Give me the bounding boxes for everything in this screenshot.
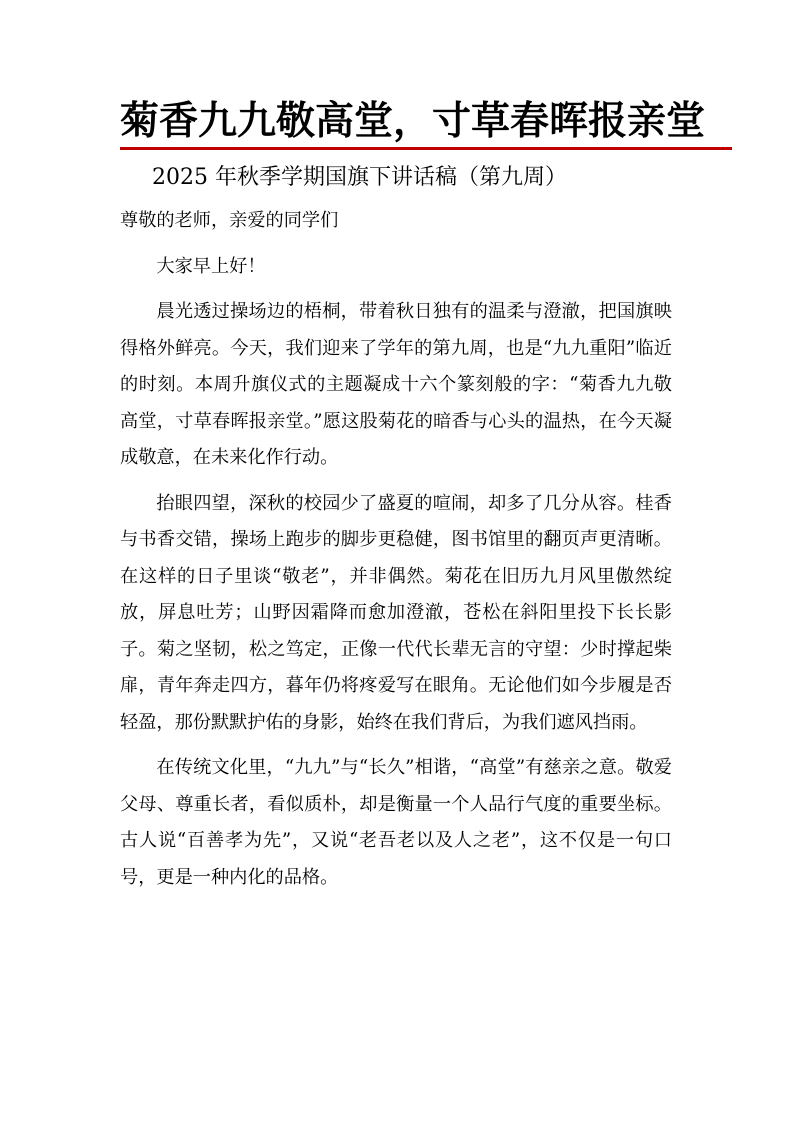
paragraph-2: 抬眼四望，深秋的校园少了盛夏的喧闹，却多了几分从容。桂香与书香交错，操场上跑步的脚步更稳健，图书馆里的翻页声更清晰。在这样的日子里谈“敬老”，并非偶然。菊花在旧历九月风里傲然绽放，屏息吐芳；山野因霜降而愈加澄澈，苍松在斜阳里投下长长影子。菊之坚韧，松之笃定，正像一代代长辈无言的守望：少时撑起柴扉，青年奔走四方，暮年仍将疼爱写在眼角。无论他们如今步履是否轻盈，那份默默护佑的身影，始终在我们背后，为我们遮风挡雨。 [120, 492, 672, 733]
salutation: 尊敬的老师，亲爱的同学们 [120, 210, 339, 231]
paragraph-greeting: 大家早上好！ [156, 255, 266, 277]
speech-body [120, 203, 672, 896]
title-underline-rule [120, 147, 732, 150]
document-subtitle: 2025 年秋季学期国旗下讲话稿（第九周） [152, 165, 567, 190]
document-title: 菊香九九敬高堂，寸草春晖报亲堂 [120, 99, 706, 144]
paragraph-3: 在传统文化里，“九九”与“长久”相谐，“高堂”有慈亲之意。敬爱父母、尊重长者，看似质朴，却是衡量一个人品行气度的重要坐标。古人说“百善孝为先”，又说“老吾老以及人之老”，这不仅是一句口号，更是一种内化的品格。 [120, 757, 672, 888]
paragraph-1: 晨光透过操场边的梧桐，带着秋日独有的温柔与澄澈，把国旗映得格外鲜亮。今天，我们迎来了学年的第九周，也是“九九重阳”临近的时刻。本周升旗仪式的主题凝成十六个篆刻般的字：“菊香九九敬高堂，寸草春晖报亲堂。”愿这股菊花的暗香与心头的温热，在今天凝成敬意，在未来化作行动。 [120, 301, 672, 468]
